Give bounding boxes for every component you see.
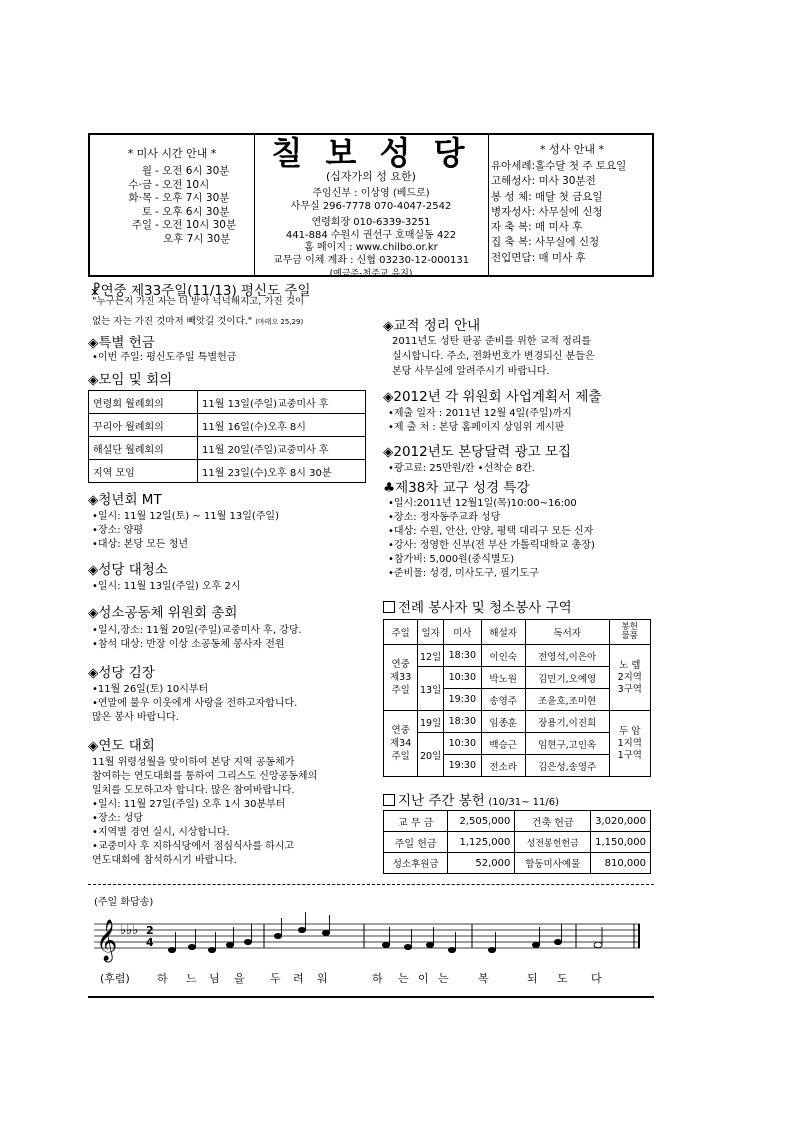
offering-line: •이번 주일: 평신도주일 특별헌금: [92, 352, 237, 363]
table-row: 19:30 송영주 조윤호,조미현: [384, 689, 651, 711]
lyric: 복: [478, 972, 489, 985]
psalm-label: (주일 화답송): [94, 897, 154, 908]
sacraments-title: * 성사 안내 *: [540, 143, 604, 156]
lyric: 하: [157, 972, 168, 985]
music-staff: [88, 910, 654, 966]
bible-lines: •일시:2011년 12월1일(목)10:00~16:00 •장소: 정자동주교좌 성당 •대상: 수원, 안산, 안양, 평택 대리구 모든 신자 •강사: 정영한 신부(전 부산 가톨릭대학교 총장) •참가비: 5,000원(중식별도) •준비물: 성경, 미사도구, 필기도구: [388, 498, 595, 579]
homepage[interactable]: 홈 페이지 : www.chilbo.or.kr: [304, 242, 438, 254]
offerings-heading: 지난 주간 봉헌 (10/31~ 11/6): [383, 789, 559, 809]
community-lines: •일시,장소: 11월 20일(주일)교중미사 후, 강당. •참석 대상: 반장 이상 소공동체 봉사자 전원: [92, 625, 302, 650]
mass-times: [92, 145, 252, 247]
office-phone: 사무실 296-7778 070-4047-2542: [290, 200, 452, 212]
box-icon: [383, 601, 395, 613]
bulletin-header: [88, 133, 654, 277]
table-row: 연중 제34 주일 19일 18:30 임종훈 장용기,이진희 두 암 1지역 1구역: [384, 711, 651, 733]
plans-heading: ◈2012년 각 위원회 사업계획서 제출: [383, 389, 602, 405]
church-info: [254, 135, 488, 280]
bank-account: 교무금 이체 계좌 : 신협 03230-12-000131: [272, 254, 470, 266]
header-divider: [488, 135, 489, 275]
sacrament-row: 병자성사: 사무실에 신청: [491, 205, 603, 218]
offerings-table: [383, 810, 651, 874]
lyric: 다: [591, 972, 602, 985]
lyric: 되: [527, 972, 538, 985]
sacraments: [490, 141, 654, 266]
yearend-lines: 11월 위령성월을 맞이하여 본당 지역 공동체가 참여하는 연도대회를 통하여 그리스도 신앙공동체의 일치를 도모하고자 합니다. 많은 참여바랍니다. •일시: 11월 27일(주일) 오후 1시 30분부터 •장소: 성당 •지역별 경연 실시, 시상합니다. •교중미사 후 지하식당에서 점심식사를 하시고 연도대회에 참석하시기 바랍니다.: [92, 757, 318, 866]
cleaning-line: •일시: 11월 13일(주일) 오후 2시: [92, 581, 241, 592]
table-row: 교 무 금 2,505,000 건축 헌금 3,020,000: [384, 811, 651, 832]
music-top-divider: [88, 884, 654, 885]
offering-heading: ◈특별 헌금: [88, 335, 155, 351]
table-row: 지역 모임 11월 23일(수)오후 8시 30분: [89, 460, 366, 483]
chi-rho-icon: ☧: [90, 283, 101, 299]
pastor: 주임신부 : 이상영 (베드로): [312, 188, 430, 199]
mass-row: 월 - 오전 6시 30분: [141, 165, 230, 177]
funeral-phone: 연령회장 010-6339-3251: [311, 217, 431, 229]
sunday-heading: ☧연중 제33주일(11/13) 평신도 주일: [90, 283, 311, 299]
sacrament-row: 봉 성 체: 매달 첫 금요일: [491, 190, 603, 203]
records-lines: 2011년도 성탄 판공 준비를 위한 교적 정리를 실시합니다. 주소, 전화번호가 변경되신 분들은 본당 사무실에 알려주시기 바랍니다.: [392, 336, 595, 377]
church-name: 칠 보 성 당: [271, 134, 471, 172]
youth-lines: •일시: 11월 12일(토) ~ 11월 13일(주일) •장소: 양평 •대상: 본당 모든 청년: [92, 511, 279, 550]
lyric: 는: [398, 972, 409, 985]
time-signature-icon: 4: [146, 936, 154, 949]
gospel-quote: 없는 자는 가진 것마저 빼앗길 것이다." (마태오 25,29): [92, 316, 304, 327]
sacrament-row: 전입면담: 매 미사 후: [491, 251, 586, 264]
service-table: [383, 619, 651, 777]
table-row: 주일 헌금 1,125,000 성전봉헌헌금 1,150,000: [384, 832, 651, 853]
table-row: 해설단 월례회의 11월 20일(주일)교중미사 후: [89, 437, 366, 460]
kimchi-heading: ◈성당 김장: [88, 665, 155, 681]
mass-row: 수·금 - 오전 10시: [128, 178, 210, 191]
lyric: 을: [234, 972, 245, 985]
notes: [168, 912, 602, 953]
lyric: 워: [317, 972, 328, 985]
yearend-heading: ◈연도 대회: [88, 738, 155, 754]
kimchi-lines: •11월 26일(토) 10시부터 •연말에 불우 이웃에게 사랑을 전하고자합니다. 많은 봉사 바랍니다.: [92, 684, 298, 723]
mass-row: 토 - 오후 6시 30분: [141, 205, 230, 218]
plans-lines: •제출 일자 : 2011년 12월 4일(주일)까지 •제 출 처 : 본당 홈페이지 상임위 게시판: [388, 408, 572, 433]
lyric: 님: [209, 972, 220, 985]
address: 441-884 수원시 권선구 호매실동 422: [285, 229, 457, 241]
table-row: 성소후원금 52,000 합동미사예물 810,000: [384, 853, 651, 874]
sacrament-row: 고해성사: 미사 30분전: [491, 175, 596, 188]
lyric: 두: [270, 972, 281, 985]
records-heading: ◈교적 정리 안내: [383, 318, 481, 334]
lyric: 려: [293, 972, 304, 985]
lyric: (후렴): [100, 972, 130, 985]
bible-heading: ♣제38차 교구 성경 특강: [383, 480, 530, 496]
sacrament-row: 자 축 복: 매 미사 후: [491, 221, 583, 234]
table-row: 주일 일자 미사 해설자 독서자 봉헌 물품: [384, 620, 651, 645]
lyric: 도: [557, 972, 568, 985]
mass-row: 화·목 - 오후 7시 30분: [128, 192, 230, 205]
lyric: 하: [372, 972, 383, 985]
gospel-quote: "누구든지 가진 자는 더 받아 넉넉해지고, 가진 것이: [92, 296, 305, 307]
lyric: 이: [418, 972, 429, 985]
mass-times-title: * 미사 시간 안내 *: [127, 147, 217, 160]
flat-icon: ♭♭♭: [120, 923, 139, 938]
mass-row: 오후 7시 30분: [163, 232, 231, 245]
calendar-line: •광고료: 25만원/칸 •선착순 8칸.: [388, 463, 535, 474]
account-holder: (예금주-천주교 유지): [329, 268, 413, 279]
mass-row: 주일 - 오전 10시 30분: [131, 219, 237, 232]
service-heading: 전례 봉사자 및 청소봉사 구역: [383, 596, 572, 616]
table-row: 20일 10:30 백승근 임현구,고인옥: [384, 733, 651, 755]
meetings-heading: ◈모임 및 회의: [88, 372, 173, 388]
table-row: 연령회 월례회의 11월 13일(주일)교중미사 후: [89, 391, 366, 414]
music-bottom-divider: [88, 996, 654, 998]
table-row: 꾸리아 월례회의 11월 16일(수)오후 8시: [89, 414, 366, 437]
table-row: 13일 10:30 박노원 김민기,오예영: [384, 667, 651, 689]
lyric: 는: [438, 972, 449, 985]
church-motto: (십자가의 성 요한): [326, 170, 416, 183]
box-icon: [383, 794, 395, 806]
meetings-table: [88, 390, 366, 483]
sacrament-row: 유아세례:홀수달 첫 주 토요일: [491, 160, 627, 172]
treble-clef-icon: 𝄞: [96, 920, 118, 961]
calendar-heading: ◈2012년도 본당달력 광고 모집: [383, 444, 572, 460]
table-row: 19:30 전소라 김은성,송영주: [384, 755, 651, 777]
community-heading: ◈성소공동체 위원회 총회: [88, 605, 238, 621]
table-row: 연중 제33 주일 12일 18:30 이인숙 전영석,이은아 노 렘 2지역 3구역: [384, 645, 651, 667]
lyric: 느: [186, 972, 197, 985]
time-signature-icon: 2: [146, 924, 154, 937]
youth-heading: ◈청년회 MT: [88, 492, 162, 508]
cleaning-heading: ◈성당 대청소: [88, 562, 168, 578]
sacrament-row: 집 축 복: 사무실에 신청: [491, 236, 600, 249]
